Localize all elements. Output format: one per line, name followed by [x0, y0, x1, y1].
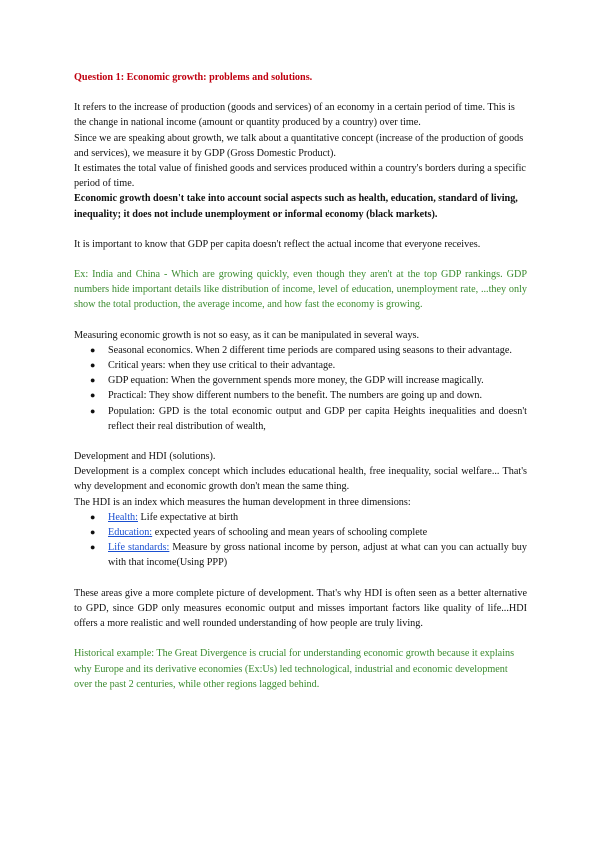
document-body: [74, 70, 527, 692]
bullet-icon: ●: [90, 527, 96, 538]
question-title: Question 1: Economic growth: problems and solutions.: [74, 72, 313, 83]
bullet-icon: ●: [90, 390, 96, 401]
life-standards-link[interactable]: Life standards:: [108, 542, 170, 554]
list-item: ● Health: Life expectative at birth: [74, 510, 527, 525]
bullet-icon: ●: [90, 511, 96, 522]
list-item: ● Education: expected years of schooling and mean years of schooling complete: [74, 525, 527, 540]
measuring-list: [74, 343, 527, 434]
hdi-list: [74, 510, 527, 571]
bullet-icon: ●: [90, 405, 96, 416]
intro-paragraph-3: It estimates the total value of finished goods and services produced within a country's borders during a specific period of time.: [74, 163, 526, 190]
list-item: ● Life standards: Measure by gross national income by person, adjust at what can you can actually buy with that income(Using PPP): [90, 542, 527, 569]
health-link[interactable]: Health:: [108, 511, 138, 523]
bullet-icon: ●: [90, 360, 96, 371]
bullet-icon: ●: [90, 344, 96, 355]
bold-note: Economic growth doesn't take into account social aspects such as health, education, standard of living, inequality; it does not include unemployment or informal economy (black markets).: [74, 193, 518, 220]
hdi-intro: The HDI is an index which measures the human development in three dimensions:: [74, 496, 411, 508]
bullet-icon: ●: [90, 542, 96, 553]
development-heading: Development and HDI (solutions).: [74, 451, 216, 463]
intro-paragraph-1: It refers to the increase of production (goods and services) of an economy in a certain period of time. This is the change in national income (amount or quantity produced by a country) over time.: [74, 102, 515, 129]
areas-paragraph: These areas give a more complete picture of development. That's why HDI is often seen as a better alternative to GPD, since GDP only measures economic output and misses important factors like quality of life...HDI offers a more realistic and well rounded understanding of how people are truly living.: [74, 587, 527, 630]
example-paragraph: Ex: India and China - Which are growing quickly, even though they aren't at the top GDP rankings. GDP numbers hide important details like distribution of income, level of education, unemployment rate, ...they only show the total production, the average income, and how fast the economy is growing.: [74, 269, 527, 311]
gdp-capita-note: It is important to know that GDP per capita doesn't reflect the actual income that everyone receives.: [74, 238, 481, 250]
list-item: ● Practical: They show different numbers to the benefit. The numbers are going up and down.: [74, 388, 527, 403]
education-link[interactable]: Education:: [108, 527, 153, 539]
list-item: ● Population: GPD is the total economic output and GDP per capita Heights inequalities and doesn't reflect their real distribution of wealth,: [90, 405, 527, 432]
list-item: ● GDP equation: When the government spends more money, the GDP will increase magically.: [74, 373, 527, 388]
measuring-intro: Measuring economic growth is not so easy, as it can be manipulated in several ways.: [74, 329, 420, 341]
historical-example: Historical example: The Great Divergence is crucial for understanding economic growth because it explains why Europe and its derivative economies (Ex:Us) led technological, industrial and economic development over the past 2 centuries, while other regions lagged behind.: [74, 648, 515, 690]
list-item: ● Critical years: when they use critical to their advantage.: [74, 358, 527, 373]
bullet-icon: ●: [90, 375, 96, 386]
development-text: Development is a complex concept which includes educational health, free inequality, social welfare... That's why development and economic growth don't mean the same thing.: [74, 466, 527, 493]
list-item: ● Seasonal economics. When 2 different time periods are compared using seasons to their advantage.: [74, 343, 527, 358]
intro-paragraph-2: Since we are speaking about growth, we talk about a quantitative concept (increase of the production of goods and services), we measure it by GDP (Gross Domestic Product).: [74, 132, 524, 159]
